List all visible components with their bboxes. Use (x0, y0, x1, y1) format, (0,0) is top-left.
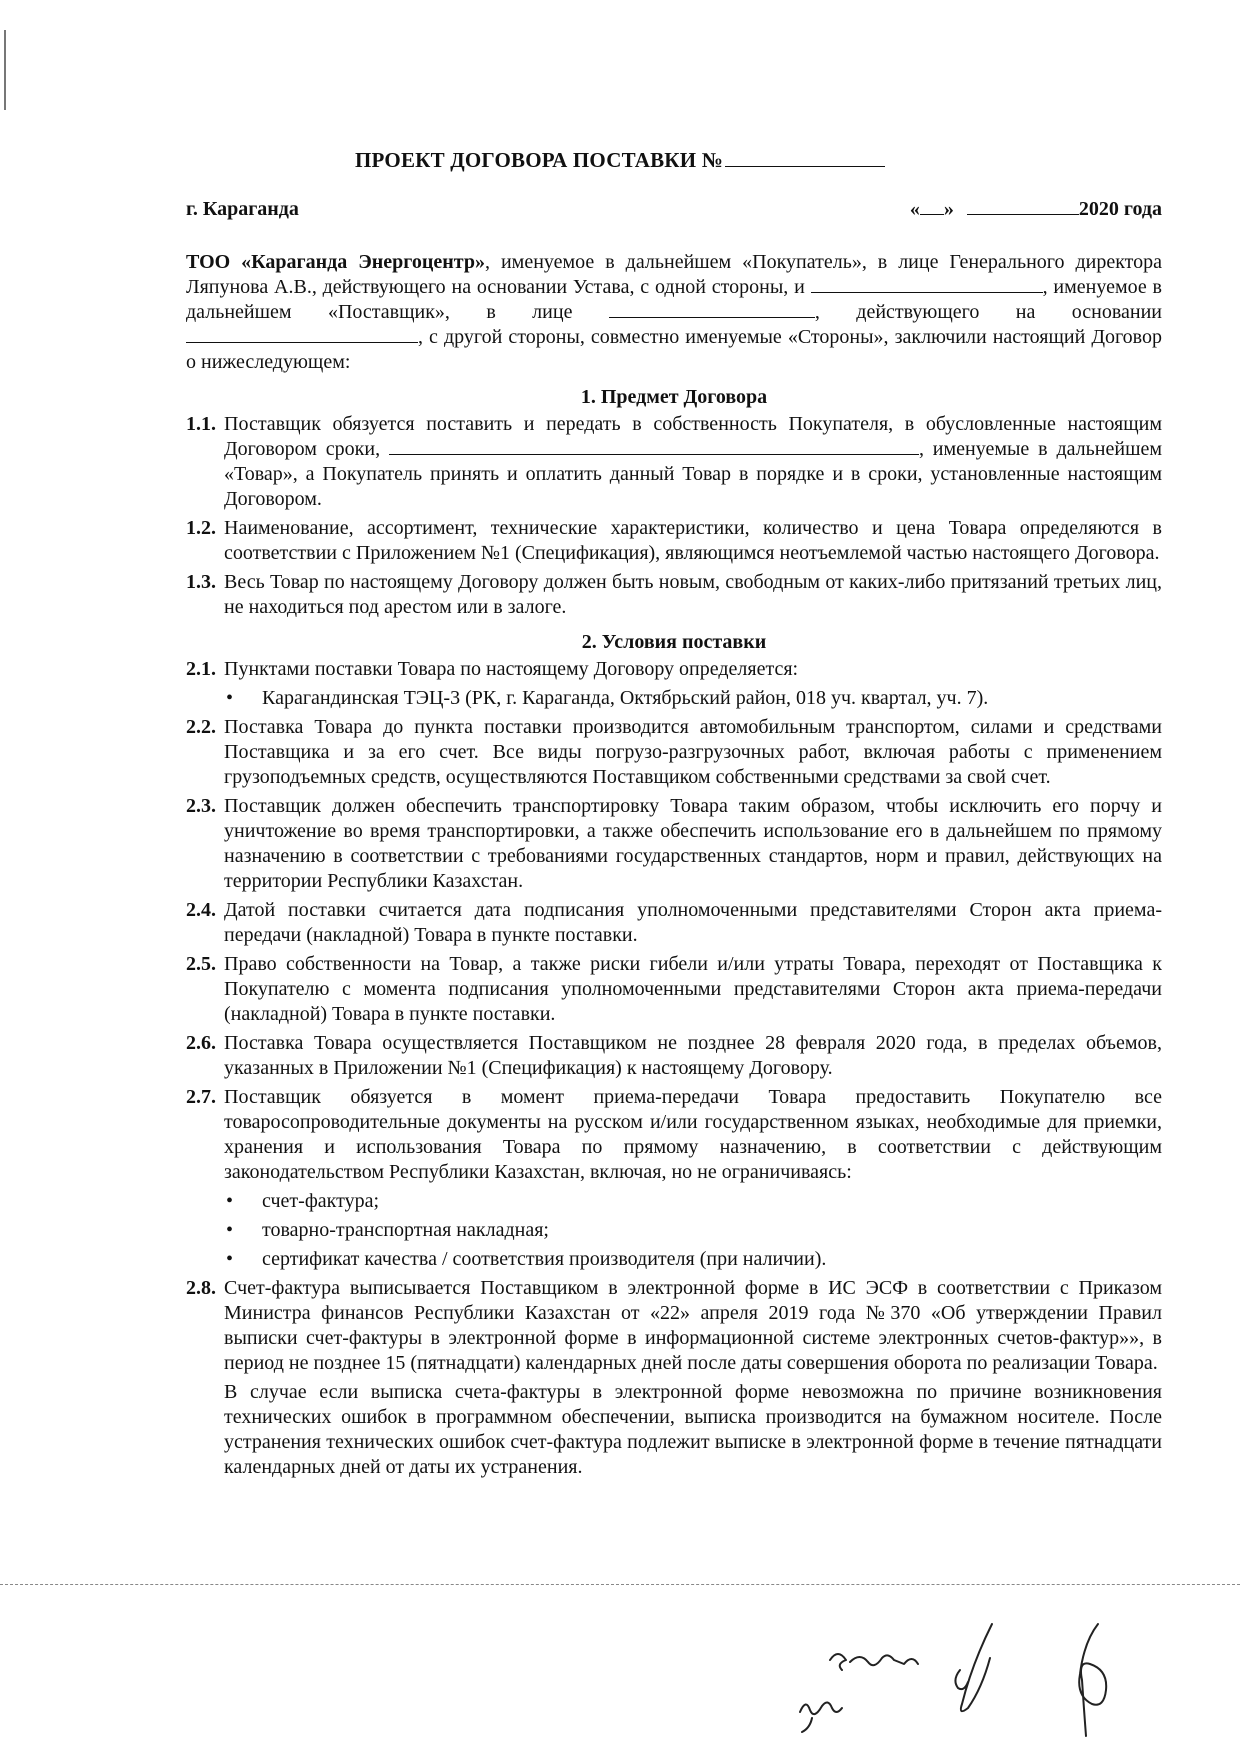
clause-1-3: 1.3. Весь Товар по настоящему Договору должен быть новым, свободным от каких-либо притязаний третьих лиц, не находиться под арестом или в залоге. (186, 571, 1162, 618)
city-date-line (186, 198, 1162, 221)
section-1-title: 1. Предмет Договора (580, 386, 768, 408)
goods-blank (389, 438, 919, 455)
signature-1 (800, 1654, 918, 1732)
scan-margin-mark (4, 30, 6, 110)
signature-3 (1079, 1624, 1106, 1736)
handwritten-signatures (760, 1600, 1200, 1740)
clause-2-8-paragraph-2: В случае если выписка счета-фактуры в электронной форме невозможна по причине возникновения технических ошибок в программном обеспечении, выписка производится на бумажном носителе. После устранения технических ошибок счет-фактура подлежит выписке в электронной форме в течение пятнадцати календарных дней от даты их устранения. (224, 1381, 1162, 1478)
clause-2-3: 2.3. Поставщик должен обеспечить транспортировку Товара таким образом, чтобы исключить его порчу и уничтожение во время транспортировки, а также обеспечить использование его в дальнейшем по прямому назначению в соответствии с требованиями государственных стандартов, норм и правил, действующих на территории Республики Казахстан. (186, 795, 1162, 892)
list-item: • счет-фактура; (226, 1190, 380, 1212)
supplier-name-blank (811, 276, 1043, 293)
title-text: ПРОЕКТ ДОГОВОРА ПОСТАВКИ № (354, 148, 724, 172)
city: г. Караганда (186, 198, 299, 220)
document-body (186, 250, 1162, 1480)
day-blank (920, 198, 944, 215)
clause-2-4: 2.4. Датой поставки считается дата подписания уполномоченными представителями Сторон акта приема-передачи (накладной) Товара в пункте поставки. (186, 899, 1162, 946)
month-blank (967, 198, 1079, 215)
preamble: ТОО «Караганда Энергоцентр», именуемое в дальнейшем «Покупатель», в лице Генерального директора Ляпунова А.В., действующего на основании Устава, с одной стороны, и , именуемое в дальнейшем «Поставщик», в лице , действующего на основании , с другой стороны, совместно именуемые «Стороны», заключили настоящий Договор о нижеследующем: (186, 251, 1163, 373)
list-item: • товарно-транспортная накладная; (226, 1219, 549, 1241)
signature-2 (955, 1624, 992, 1711)
supplier-basis-blank (186, 326, 418, 343)
section-2-title: 2. Условия поставки (581, 631, 767, 653)
year: 2020 года (1078, 198, 1162, 220)
supplier-rep-blank (609, 301, 815, 318)
clause-2-8: 2.8. Счет-фактура выписывается Поставщиком в электронной форме в ИС ЭСФ в соответствии с Приказом Министра финансов Республики Казахстан от «22» апреля 2019 года №370 «Об утверждении Правил выписки счет-фактуры в электронной форме в информационной системе электронных счетов-фактур»», в период не позднее 15 (пятнадцати) календарных дней после даты совершения оборота по реализации Товара. (186, 1277, 1162, 1374)
contract-number-blank (725, 148, 885, 167)
scan-dashed-line (0, 1584, 1240, 1585)
buyer-company: ТОО «Караганда Энергоцентр» (186, 251, 485, 273)
clause-2-7: 2.7. Поставщик обязуется в момент приема-передачи Товара предоставить Покупателю все товаросопроводительные документы на русском и/или государственном языках, необходимые для приемки, хранения и использования Товара по прямому назначению, в соответствии с действующим законодательством Республики Казахстан, включая, но не ограничиваясь: (186, 1086, 1162, 1183)
document-title (0, 148, 1240, 173)
date-block: « » 2020 года (909, 198, 1162, 220)
clause-2-6: 2.6. Поставка Товара осуществляется Поставщиком не позднее 28 февраля 2020 года, в пределах объемов, указанных в Приложении №1 (Спецификация) к настоящему Договору. (186, 1032, 1162, 1079)
list-item: • Карагандинская ТЭЦ-3 (РК, г. Караганда, Октябрьский район, 018 уч. квартал, уч. 7). (226, 687, 989, 709)
clause-1-2: 1.2. Наименование, ассортимент, технические характеристики, количество и цена Товара определяются в соответствии с Приложением №1 (Спецификация), являющимся неотъемлемой частью настоящего Договора. (186, 517, 1162, 564)
list-item: • сертификат качества / соответствия производителя (при наличии). (226, 1248, 827, 1270)
clause-2-5: 2.5. Право собственности на Товар, а также риски гибели и/или утраты Товара, переходят от Поставщика к Покупателю с момента подписания уполномоченными представителями Сторон акта приема-передачи (накладной) Товара в пункте поставки. (186, 953, 1162, 1025)
clause-1-1: 1.1. Поставщик обязуется поставить и передать в собственность Покупателя, в обусловленные настоящим Договором сроки, , именуемые в дальнейшем «Товар», а Покупатель принять и оплатить данный Товар в порядке и в сроки, установленные настоящим Договором. (186, 413, 1163, 510)
clause-2-1: 2.1. Пунктами поставки Товара по настоящему Договору определяется: (186, 658, 799, 680)
clause-2-2: 2.2. Поставка Товара до пункта поставки производится автомобильным транспортом, силами и средствами Поставщика и за его счет. Все виды погрузо-разгрузочных работ, включая работы с применением грузоподъемных средств, осуществляются Поставщиком собственными средствами за свой счет. (186, 716, 1162, 788)
